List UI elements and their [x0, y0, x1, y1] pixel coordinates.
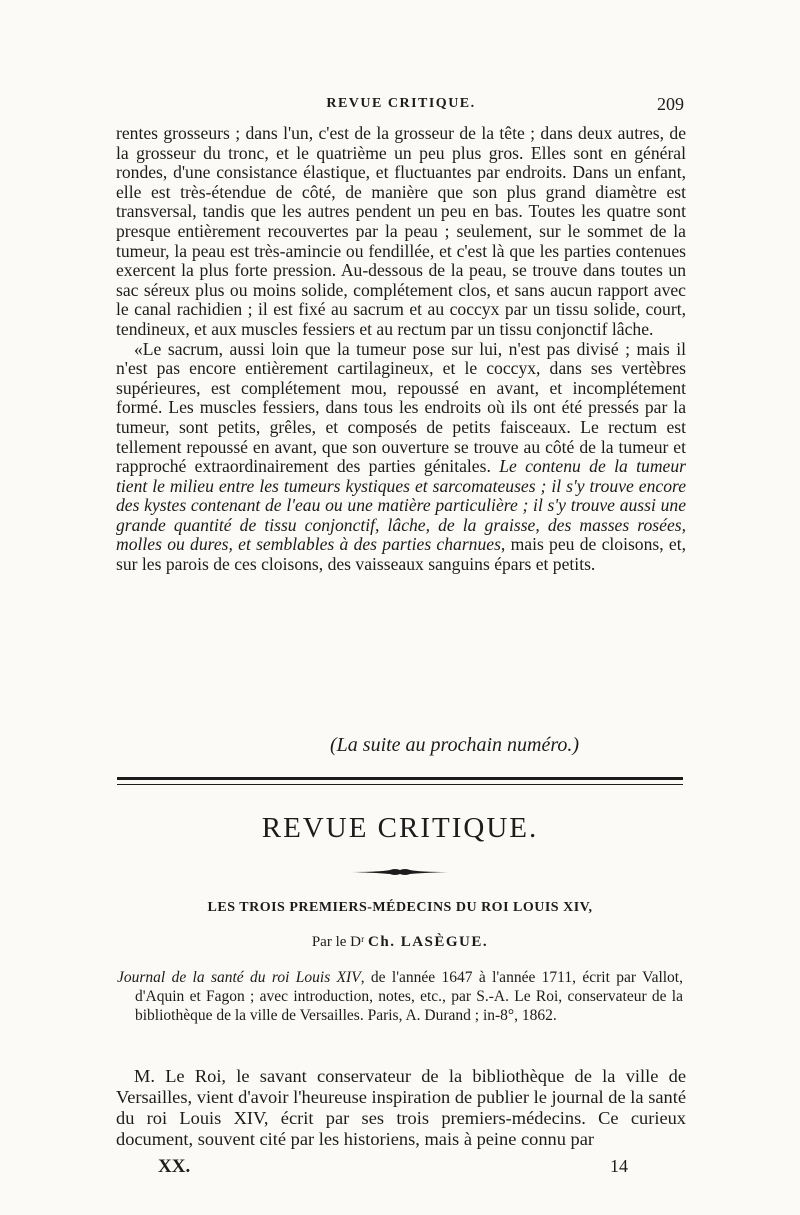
- running-title: REVUE CRITIQUE.: [326, 96, 476, 111]
- section-title: REVUE CRITIQUE.: [261, 812, 539, 844]
- paragraph-2: [116, 340, 686, 575]
- section-divider-thick: [117, 777, 683, 780]
- article-text: [116, 1066, 686, 1150]
- volume-number: XX.: [158, 1156, 191, 1177]
- signature-mark: 14: [610, 1156, 628, 1176]
- book-title: Journal de la santé du roi Louis XIV: [117, 969, 361, 986]
- byline-author: Ch. LASÈGUE.: [368, 934, 489, 950]
- paragraph-2-italic: Le contenu de la tumeur tient le milieu entre les tumeurs kystiques et sarcomateuses ; il s'y trouve encore des kystes contenant de l'eau ou une matière particulière ; il s'y trouve aussi une grande quantité de tissu conjonctif, lâche, de la graisse, des masses rosées, molles ou dures, et semblables à des parties charnues: [116, 456, 686, 555]
- book-reference-text: [117, 968, 683, 1025]
- running-header: [118, 96, 684, 122]
- continued-note: (La suite au prochain numéro.): [330, 734, 580, 756]
- paragraph-2-end: , mais peu de cloisons, et, sur les parois de ces cloisons, des vaisseaux sanguins épars et petits.: [116, 534, 686, 575]
- paragraph-2-start: «Le sacrum, aussi loin que la tumeur pose sur lui, n'est pas divisé ; mais il n'est pas encore entièrement cartilagineux, et le coccyx, dans ses vertèbres supérieures, est complétement mou, repoussé en avant, et incomplétement formé. Les muscles fessiers, dans tous les endroits où ils ont été pressés par la tumeur, sont petits, grêles, et composés de petits faisceaux. Le rectum est tellement repoussé en avant, que son ouverture se trouve au côté de la tumeur et rapproché extraordinairement des parties génitales.: [116, 338, 686, 477]
- ornament-divider: [350, 868, 450, 876]
- article-title: LES TROIS PREMIERS-MÉDECINS DU ROI LOUIS XIV,: [207, 900, 593, 915]
- book-details: , de l'année 1647 à l'année 1711, écrit par Vallot, d'Aquin et Fagon ; avec introduction, notes, etc., par S.-A. Le Roi, conservateur de la bibliothèque de la ville de Versailles. Paris, A. Durand ; in-8°, 1862.: [135, 969, 683, 1024]
- page-number: 209: [657, 94, 684, 114]
- book-reference: [117, 968, 683, 1025]
- body-text: [116, 124, 686, 575]
- page-footer: [158, 1156, 628, 1180]
- byline: [117, 934, 683, 951]
- byline-prefix: Par le Dʳ: [311, 934, 369, 950]
- section-divider-thin: [117, 784, 683, 785]
- paragraph-1: rentes grosseurs ; dans l'un, c'est de la grosseur de la tête ; dans deux autres, de la grosseur du tronc, et le quatrième un peu plus gros. Elles sont en général rondes, d'une consistance élastique, et fluctuantes par endroits. Dans un enfant, elle est très-étendue de côté, de manière que son plus grand diamètre est transversal, tandis que les autres pendent un peu en bas. Toutes les quatre sont presque entièrement recouvertes par la peau ; seulement, sur le sommet de la tumeur, la peau est très-amincie ou fendillée, et c'est là que les parties contenues exercent la plus forte pression. Au-dessous de la peau, se trouve dans toutes un sac séreux plus ou moins solide, complétement clos, et sans aucun rapport avec le canal rachidien ; il est fixé au sacrum et au coccyx par un tissu solide, court, tendineux, et aux muscles fessiers et au rectum par un tissu conjonctif lâche.: [116, 123, 686, 339]
- article-paragraph-1: M. Le Roi, le savant conservateur de la bibliothèque de la ville de Versailles, vient d'avoir l'heureuse inspiration de publier le journal de la santé du roi Louis XIV, écrit par ses trois premiers-médecins. Ce curieux document, souvent cité par les historiens, mais à peine connu par: [116, 1066, 686, 1149]
